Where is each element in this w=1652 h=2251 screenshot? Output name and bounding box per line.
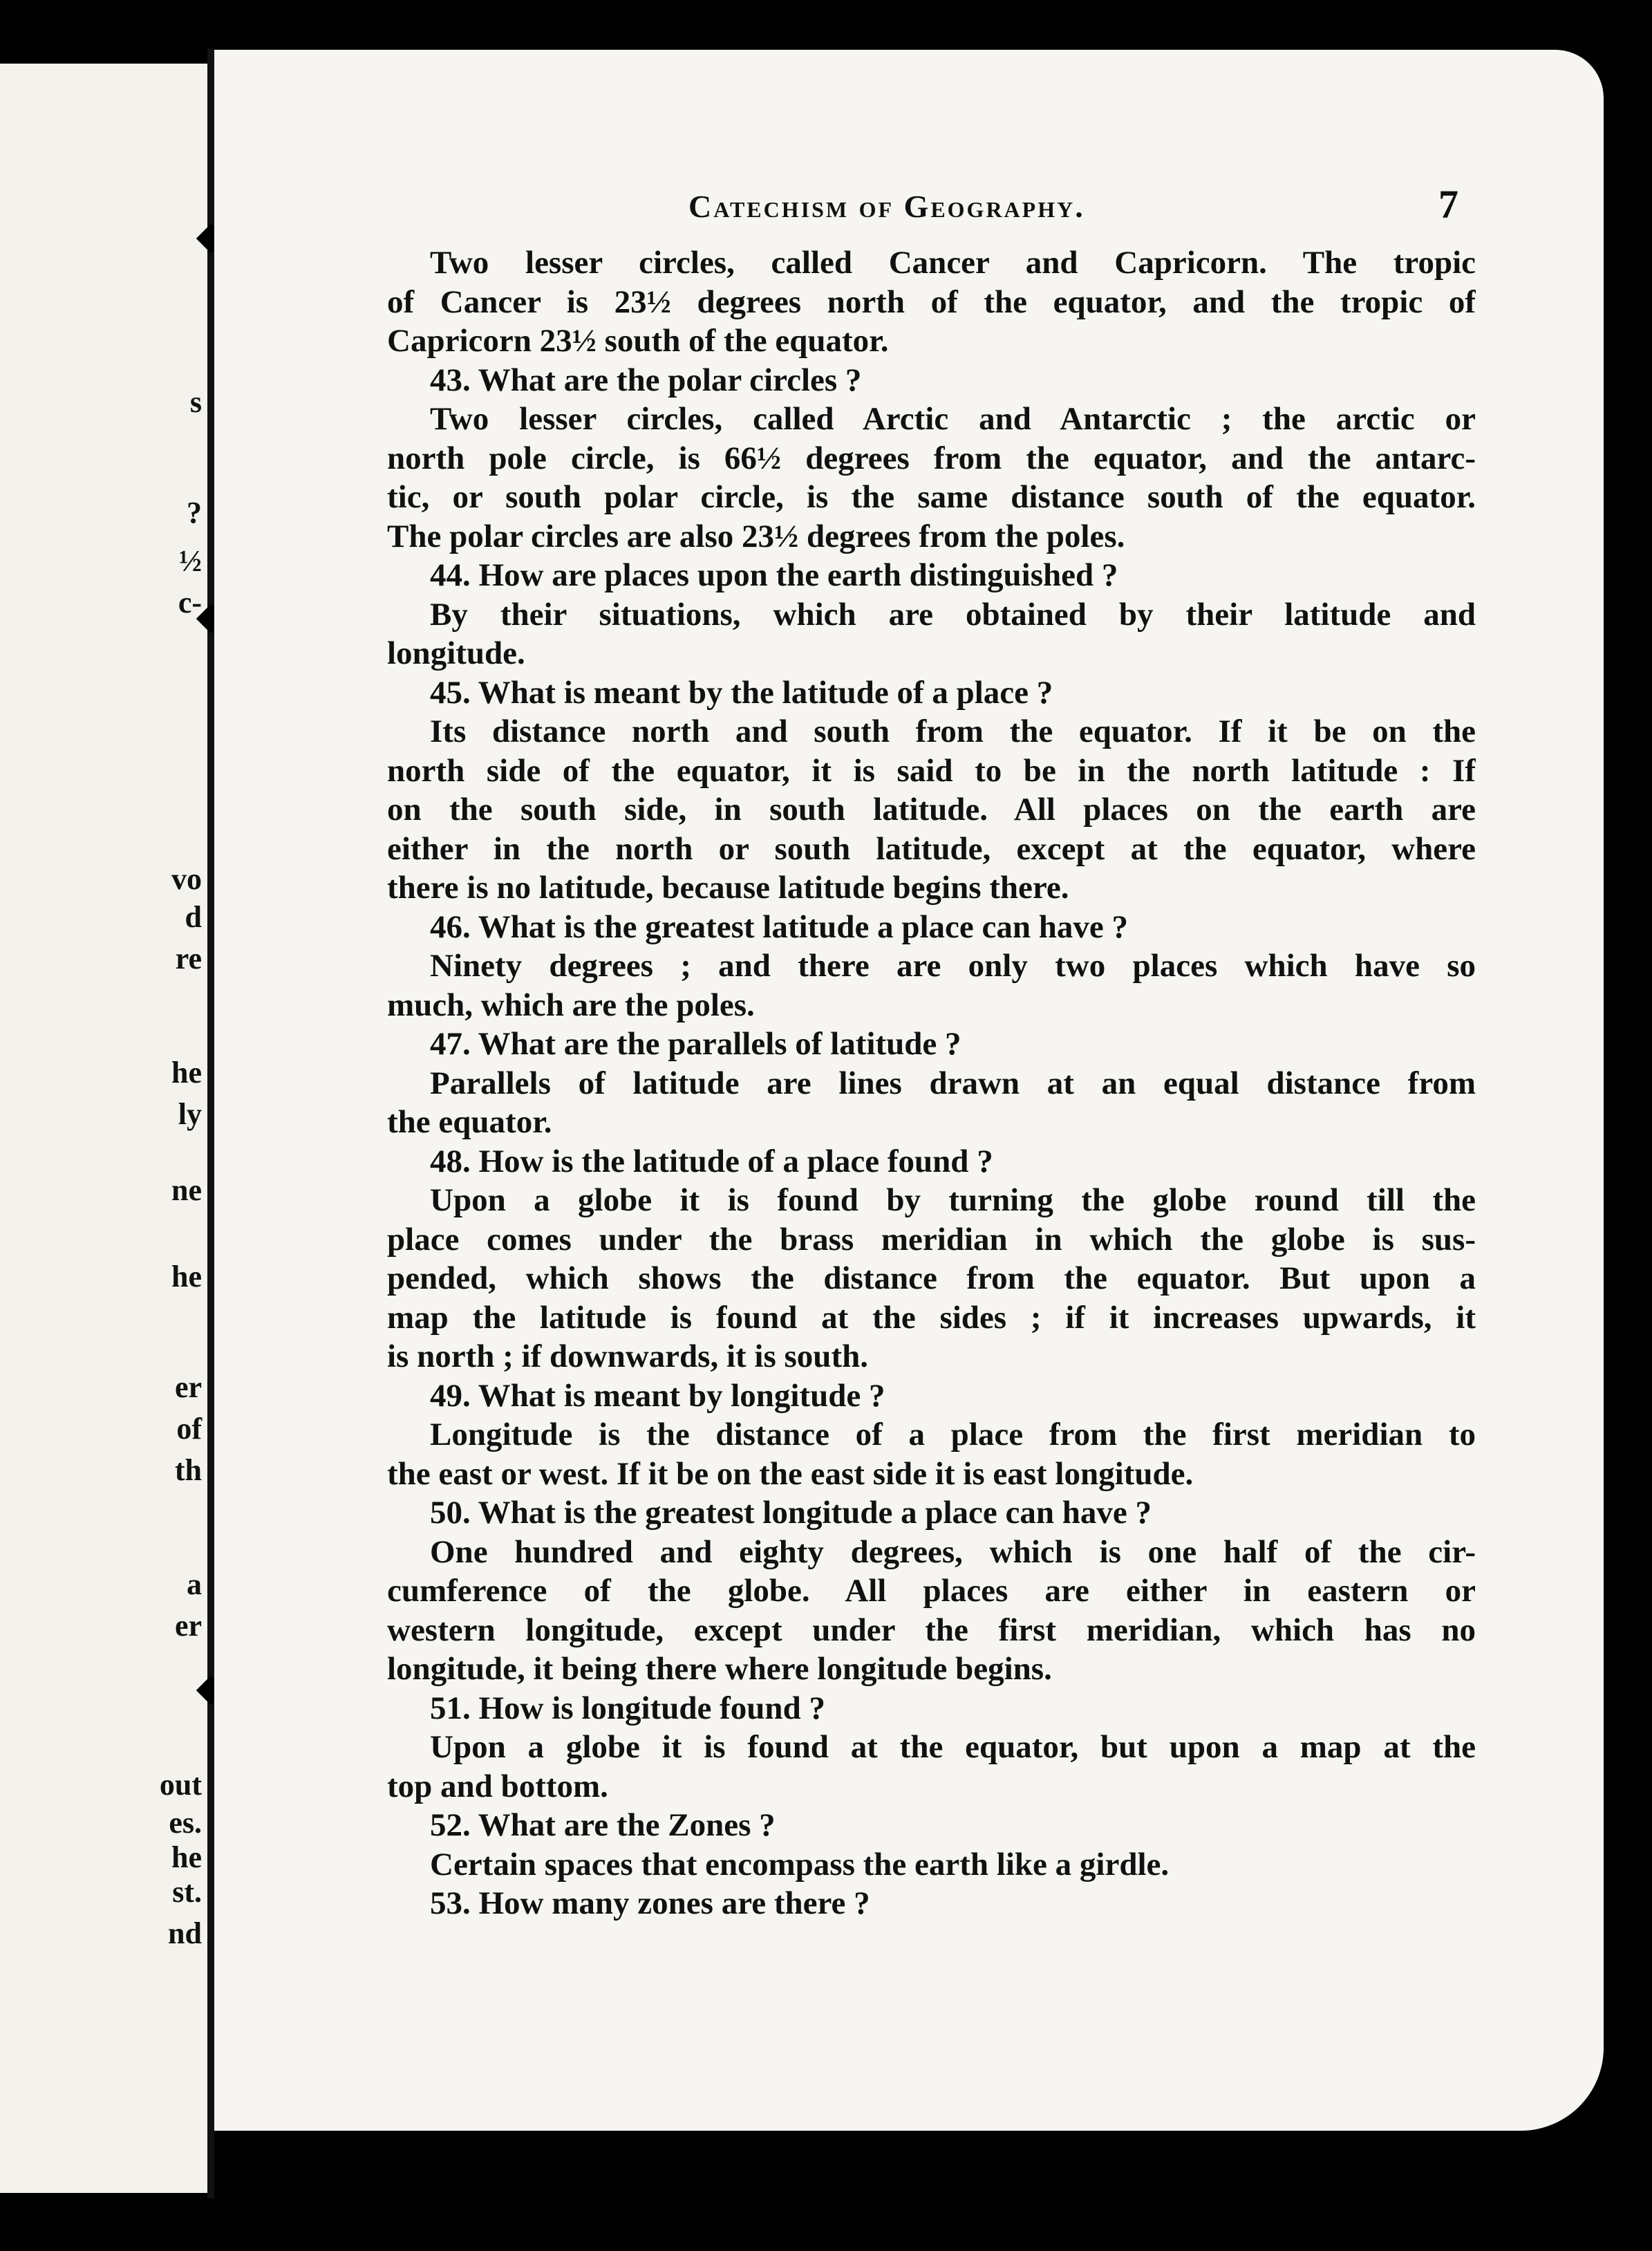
left-page-fragment: ½ xyxy=(179,544,202,578)
text-line: either in the north or south latitude, except at the equator, where xyxy=(387,830,1476,867)
left-page-fragment: er xyxy=(174,1609,202,1643)
text-line: 48. How is the latitude of a place found ? xyxy=(430,1143,993,1179)
left-page-fragment: st. xyxy=(172,1875,202,1909)
text-line: Its distance north and south from the equator. If it be on the xyxy=(430,713,1476,749)
text-line: pended, which shows the distance from the equator. But upon a xyxy=(387,1260,1476,1296)
text-line: Longitude is the distance of a place from the first meridian to xyxy=(430,1417,1476,1453)
left-page-fragment: c- xyxy=(178,586,202,619)
text-line: 43. What are the polar circles ? xyxy=(430,362,862,398)
text-line: 53. How many zones are there ? xyxy=(430,1885,870,1921)
left-page-fragment: ? xyxy=(187,496,202,530)
text-line: is north ; if downwards, it is south. xyxy=(387,1338,868,1374)
text-line: 49. What is meant by longitude ? xyxy=(430,1377,885,1414)
left-page-fragment: out xyxy=(159,1768,202,1802)
text-line: Upon a globe it is found at the equator, but upon a map at the xyxy=(430,1729,1476,1765)
text-line: The polar circles are also 23½ degrees from the poles. xyxy=(387,518,1125,554)
running-head: Catechism of Geography. xyxy=(688,189,1085,224)
text-line: One hundred and eighty degrees, which is one half of the cir- xyxy=(430,1533,1476,1570)
text-line: the equator. xyxy=(387,1104,552,1140)
text-line: much, which are the poles. xyxy=(387,987,755,1023)
text-line: 47. What are the parallels of latitude ? xyxy=(430,1026,961,1062)
text-line: there is no latitude, because latitude begins there. xyxy=(387,870,1069,906)
left-page-fragment: he xyxy=(171,1840,202,1874)
text-line: By their situations, which are obtained by their latitude and xyxy=(430,596,1476,633)
text-line: 44. How are places upon the earth distinguished ? xyxy=(430,557,1118,593)
left-page-fragment: a xyxy=(187,1567,202,1601)
text-line: Ninety degrees ; and there are only two places which have so xyxy=(430,948,1476,984)
text-line: north pole circle, is 66½ degrees from the equator, and the antarc- xyxy=(387,440,1476,476)
text-line: 45. What is meant by the latitude of a place ? xyxy=(430,674,1053,711)
text-line: top and bottom. xyxy=(387,1768,608,1804)
left-page-fragment: nd xyxy=(168,1916,202,1950)
left-page-fragment: s xyxy=(189,385,202,419)
text-line: place comes under the brass meridian in which the globe is sus- xyxy=(387,1221,1476,1258)
text-line: on the south side, in south latitude. All places on the earth are xyxy=(387,792,1476,828)
text-line: map the latitude is found at the sides ; if it increases upwards, it xyxy=(387,1299,1476,1336)
left-page-fragment: he xyxy=(171,1260,202,1293)
left-page-fragment: th xyxy=(174,1453,202,1487)
page-body-text xyxy=(387,243,1476,1923)
left-page-fragment: of xyxy=(176,1412,202,1446)
text-line: of Cancer is 23½ degrees north of the equator, and the tropic of xyxy=(387,283,1476,320)
left-page-fragment: he xyxy=(171,1056,202,1090)
text-line: cumference of the globe. All places are either in eastern or xyxy=(387,1573,1476,1609)
text-line: longitude, it being there where longitude begins. xyxy=(387,1651,1052,1687)
text-line: 46. What is the greatest latitude a place can have ? xyxy=(430,908,1128,945)
left-page-fragment: d xyxy=(185,900,202,934)
text-line: 52. What are the Zones ? xyxy=(430,1807,776,1843)
left-page-fragment: re xyxy=(175,942,202,975)
left-page-fragment: ne xyxy=(171,1173,202,1207)
text-line: Capricorn 23½ south of the equator. xyxy=(387,323,889,359)
left-page-fragment: vo xyxy=(171,862,202,896)
left-page-fragment: ly xyxy=(178,1097,202,1131)
text-line: tic, or south polar circle, is the same distance south of the equator. xyxy=(387,479,1476,515)
text-line: 50. What is the greatest longitude a place can have ? xyxy=(430,1495,1152,1531)
text-line: Upon a globe it is found by turning the globe round till the xyxy=(430,1182,1476,1218)
text-line: the east or west. If it be on the east side it is east longitude. xyxy=(387,1455,1194,1492)
text-line: Two lesser circles, called Arctic and Antarctic ; the arctic or xyxy=(430,401,1476,437)
text-line: western longitude, except under the first meridian, which has no xyxy=(387,1612,1476,1648)
book-binding-gutter xyxy=(207,48,214,2198)
text-line: longitude. xyxy=(387,635,525,671)
text-line: Certain spaces that encompass the earth like a girdle. xyxy=(430,1846,1170,1883)
text-line: Two lesser circles, called Cancer and Capricorn. The tropic xyxy=(430,245,1476,281)
text-line: 51. How is longitude found ? xyxy=(430,1690,825,1726)
left-page-fragment: es. xyxy=(169,1806,202,1840)
left-page-fragment: er xyxy=(174,1370,202,1404)
text-line: north side of the equator, it is said to be in the north latitude : If xyxy=(387,752,1476,789)
page-number: 7 xyxy=(1438,182,1458,227)
left-page-text-fragments xyxy=(0,0,207,2251)
text-line: Parallels of latitude are lines drawn at an equal distance from xyxy=(430,1065,1476,1101)
page-header xyxy=(415,181,1548,230)
